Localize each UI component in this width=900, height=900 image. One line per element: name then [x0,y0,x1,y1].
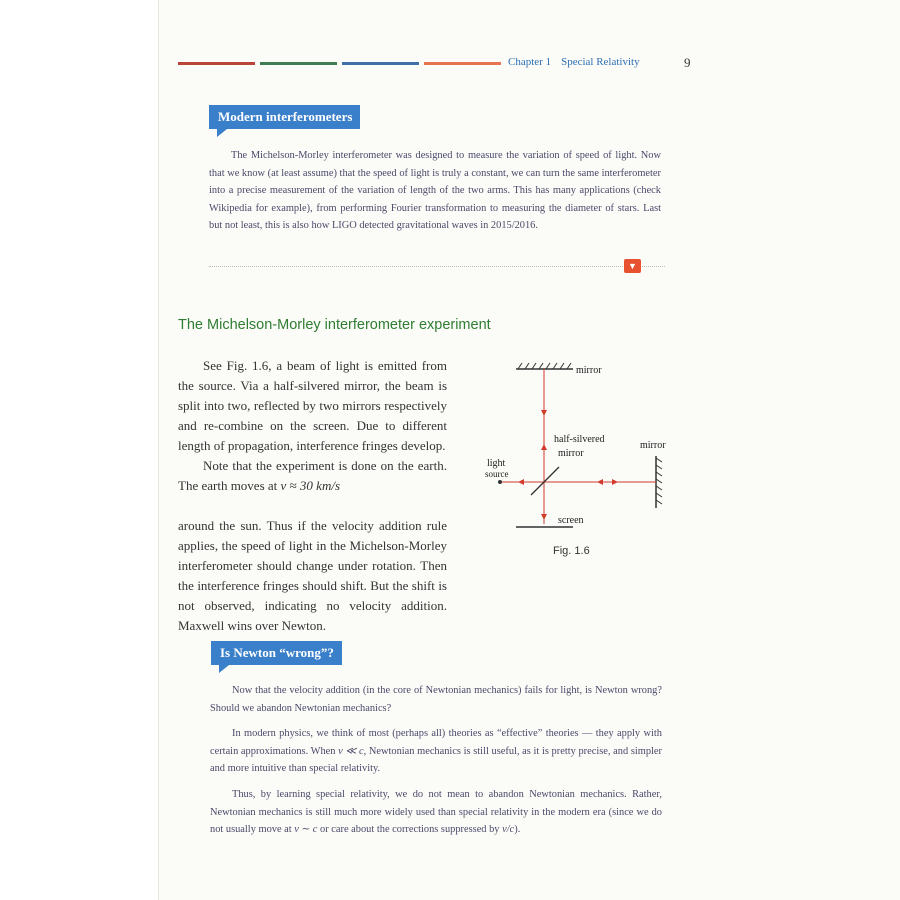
box2-p2-math: v ≪ c [338,745,364,757]
box-modern-interferometers-text [209,147,661,235]
arrow-right-2 [597,479,603,485]
arrow-up [541,444,547,450]
box2-p3-b: or care about the corrections suppressed by [320,824,500,836]
para2-end: around the sun. Thus if the velocity addition rule applies, the speed of light in the Michelson-Morley interferometer should change under rotation. Then the interference fringes should shift. But the shift is not observed, indicating no velocity addition. Maxwell wins over Newton. [178,518,447,633]
box2-paragraph-3 [210,786,662,839]
box-newton-text [210,682,662,839]
label-mirror-right: mirror [640,440,666,451]
label-half-silvered-1: half-silvered [554,434,605,445]
paragraph-1: See Fig. 1.6, a beam of light is emitted from the source. Via a half-silvered mirror, the beam is split into two, reflected by two mirrors respectively and re-combine on the screen. Due to different length of propagation, interference fringes develop. [178,358,447,453]
section-title: The Michelson-Morley interferometer experiment [178,317,491,333]
box2-p3-math2: v/c [502,824,515,836]
interferometer-figure [478,356,678,566]
box2-paragraph-1: Now that the velocity addition (in the core of Newtonian mechanics) fails for light, is Newton wrong? Should we abandon Newtonian mechanics? [210,685,662,714]
box2-p3-a: Thus, by learning special relativity, we do not mean to abandon Newtonian mechanics. Rather, Newtonian mechanics is still much more widely used than special relativity in the modern era (since we do not usually move at [210,788,662,836]
para2-start: Note that the experiment is done on the earth. The earth moves at [178,458,447,493]
page-edge [158,0,159,900]
header-bar-1 [178,62,255,65]
velocity-math: v ≈ 30 km/s [280,478,340,493]
box-title-modern-interferometers: Modern interferometers [209,105,360,129]
box-title-newton-wrong: Is Newton “wrong”? [211,641,342,665]
page-number: 9 [684,55,691,70]
box1-paragraph: The Michelson-Morley interferometer was designed to measure the variation of speed of light. Now that we know (at least assume) that the speed of light is truly a constant, we can turn the same interferometer into a precise measurement of the variation of length of the two arms. This has many applications (check Wikipedia for example), from performing Fourier transformation to measuring the diameter of stars. Last but not least, this is also how LIGO detected gravitational waves in 2015/2016. [209,150,661,232]
label-screen: screen [558,515,584,526]
chapter-title: Special Relativity [561,56,640,68]
header-bar-2 [260,62,337,65]
half-silvered-mirror [531,467,559,495]
box2-p2-b: , Newtonian mechanics is still useful, as it is pretty precise, and simpler and more intuitive than special relativity. [210,745,662,775]
right-mirror-hatch [656,458,662,504]
chapter-label: Chapter 1 [508,56,552,68]
label-source: source [485,469,509,479]
arrow-down-2 [541,514,547,520]
running-header [508,56,650,68]
figure-caption: Fig. 1.6 [553,545,590,557]
arrow-right-1 [518,479,524,485]
label-light: light [487,458,506,469]
header-bar-3 [342,62,419,65]
header-bar-4 [424,62,501,65]
label-mirror-top: mirror [576,365,602,376]
box2-p2-a: In modern physics, we think of most (perhaps all) theories as “effective” theories — they apply with certain approximations. When [210,728,662,757]
top-mirror-hatch [518,363,571,369]
label-half-silvered-2: mirror [558,448,584,459]
chevron-down-icon[interactable]: ▼ [624,259,641,273]
box2-p3-c: ). [514,824,521,836]
paragraph-2-start [178,456,447,496]
arrow-left [612,479,618,485]
box2-p3-math: v ∼ c [294,824,318,836]
main-text-column [178,356,447,496]
box2-paragraph-2 [210,725,662,778]
arrow-down-1 [541,410,547,416]
light-source-dot [498,480,502,484]
box-divider [209,266,665,267]
